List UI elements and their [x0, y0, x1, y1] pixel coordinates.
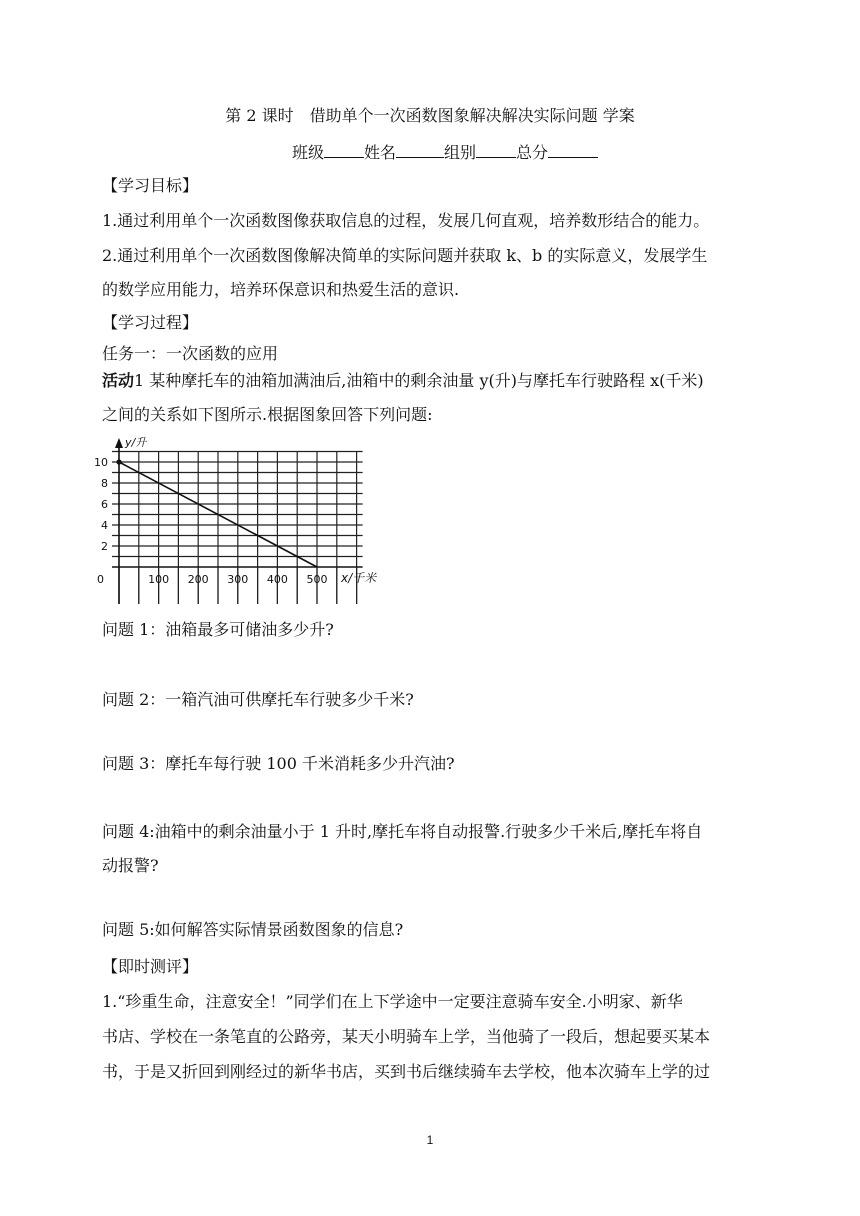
origin-label: 0 — [97, 573, 104, 586]
name-label: 姓名 — [364, 143, 397, 162]
activity-1-line1 — [102, 371, 704, 391]
y-tick-label: 6 — [101, 498, 108, 511]
score-blank — [548, 141, 598, 158]
y-axis-label: y/升 — [125, 436, 147, 449]
process-heading: 【学习过程】 — [102, 313, 199, 332]
name-blank — [396, 141, 444, 158]
evaluation-heading: 【即时测评】 — [102, 957, 199, 976]
activity-1-text: 1 某种摩托车的油箱加满油后,油箱中的剩余油量 y(升)与摩托车行驶路程 x(千米) — [134, 371, 704, 390]
group-label: 组别 — [444, 143, 477, 162]
x-tick-label: 100 — [148, 573, 170, 586]
activity-label: 活动 — [102, 371, 135, 390]
evaluation-line1: 1.“珍重生命，注意安全！”同学们在上下学途中一定要注意骑车安全.小明家、新华 — [102, 992, 683, 1011]
class-blank — [324, 141, 364, 158]
x-tick-label: 300 — [227, 573, 249, 586]
objectives-heading: 【学习目标】 — [102, 176, 199, 195]
x-tick-label: 500 — [306, 573, 328, 586]
question-1: 问题 1：油箱最多可储油多少升? — [102, 620, 334, 639]
class-label: 班级 — [292, 143, 325, 162]
task-1-title: 任务一：一次函数的应用 — [102, 344, 279, 363]
y-tick-label: 10 — [94, 456, 108, 469]
chart-series — [116, 459, 317, 567]
question-2: 问题 2：一箱汽油可供摩托车行驶多少千米? — [102, 690, 414, 709]
document-title: 第 2 课时 借助单个一次函数图象解决解决实际问题 学案 — [225, 106, 635, 125]
data-point — [116, 459, 121, 464]
y-axis-arrow — [115, 438, 123, 448]
chart-labels — [94, 436, 377, 586]
y-tick-label: 2 — [101, 540, 108, 553]
objective-2-line2: 的数学应用能力，培养环保意识和热爱生活的意识. — [102, 280, 460, 299]
question-3: 问题 3：摩托车每行驶 100 千米消耗多少升汽油? — [102, 754, 455, 773]
group-blank — [476, 141, 516, 158]
fuel-chart — [90, 432, 410, 610]
objective-2-line1: 2.通过利用单个一次函数图像解决简单的实际问题并获取 k、b 的实际意义，发展学生 — [102, 246, 708, 265]
question-4-line1: 问题 4:油箱中的剩余油量小于 1 升时,摩托车将自动报警.行驶多少千米后,摩托车将自 — [102, 822, 703, 841]
y-tick-label: 8 — [101, 477, 108, 490]
question-4-line2: 动报警? — [102, 856, 159, 875]
x-tick-label: 400 — [266, 573, 288, 586]
student-info-line — [292, 141, 598, 163]
evaluation-line2: 书店、学校在一条笔直的公路旁，某天小明骑车上学，当他骑了一段后，想起要买某本 — [102, 1027, 711, 1046]
objective-1: 1.通过利用单个一次函数图像获取信息的过程，发展几何直观，培养数形结合的能力。 — [102, 211, 710, 230]
evaluation-line3: 书，于是又折回到刚经过的新华书店，买到书后继续骑车去学校，他本次骑车上学的过 — [102, 1062, 711, 1081]
y-tick-label: 4 — [101, 519, 108, 532]
activity-1-line2: 之间的关系如下图所示.根据图象回答下列问题: — [102, 405, 433, 424]
x-tick-label: 200 — [187, 573, 209, 586]
question-5: 问题 5:如何解答实际情景函数图象的信息? — [102, 920, 404, 939]
x-axis-label: x/千米 — [341, 571, 377, 585]
score-label: 总分 — [516, 143, 549, 162]
page-number: 1 — [426, 1133, 434, 1147]
